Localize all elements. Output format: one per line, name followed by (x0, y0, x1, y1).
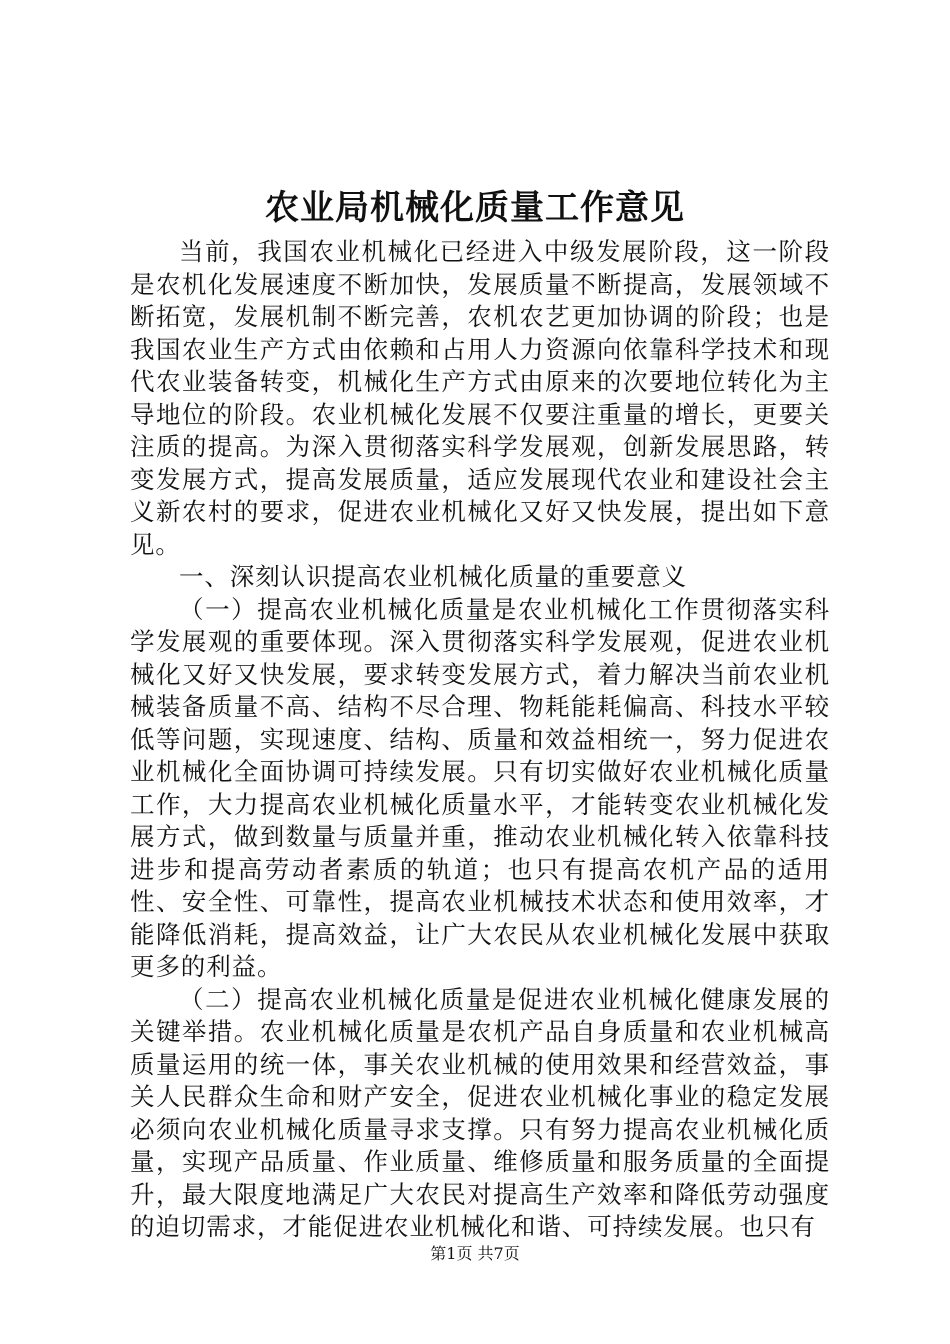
section-heading-1: 一、深刻认识提高农业机械化质量的重要意义 (179, 562, 687, 591)
document-title: 农业局机械化质量工作意见 (265, 188, 685, 228)
page-number-footer: 第1页 共7页 (430, 1244, 520, 1263)
paragraph-point-2: （二）提高农业机械化质量是促进农业机械化健康发展的关键举措。农业机械化质量是农机产品自身质量和农业机械高质量运用的统一体，事关农业机械的使用效果和经营效益，事关人民群众生命和财产安全，促进农业机械化事业的稳定发展必须向农业机械化质量寻求支撑。只有努力提高农业机械化质量，实现产品质量、作业质量、维修质量和服务质量的全面提升，最大限度地满足广大农民对提高生产效率和降低劳动强度的迫切需求，才能促进农业机械化和谐、可持续发展。也只有 (130, 984, 830, 1241)
paragraph-point-1: （一）提高农业机械化质量是农业机械化工作贯彻落实科学发展观的重要体现。深入贯彻落实科学发展观，促进农业机械化又好又快发展，要求转变发展方式，着力解决当前农业机械装备质量不高、结构不尽合理、物耗能耗偏高、科技水平较低等问题，实现速度、结构、质量和效益相统一，努力促进农业机械化全面协调可持续发展。只有切实做好农业机械化质量工作，大力提高农业机械化质量水平，才能转变农业机械化发展方式，做到数量与质量并重，推动农业机械化转入依靠科技进步和提高劳动者素质的轨道；也只有提高农机产品的适用性、安全性、可靠性，提高农业机械技术状态和使用效率，才能降低消耗，提高效益，让广大农民从农业机械化发展中获取更多的利益。 (130, 594, 830, 981)
document-body (130, 236, 830, 1244)
paragraph-intro: 当前，我国农业机械化已经进入中级发展阶段，这一阶段是农机化发展速度不断加快，发展质量不断提高，发展领域不断拓宽，发展机制不断完善，农机农艺更加协调的阶段；也是我国农业生产方式由依赖和占用人力资源向依靠科学技术和现代农业装备转变，机械化生产方式由原来的次要地位转化为主导地位的阶段。农业机械化发展不仅要注重量的增长，更要关注质的提高。为深入贯彻落实科学发展观，创新发展思路，转变发展方式，提高发展质量，适应发展现代农业和建设社会主义新农村的要求，促进农业机械化又好又快发展，提出如下意见。 (130, 237, 830, 559)
